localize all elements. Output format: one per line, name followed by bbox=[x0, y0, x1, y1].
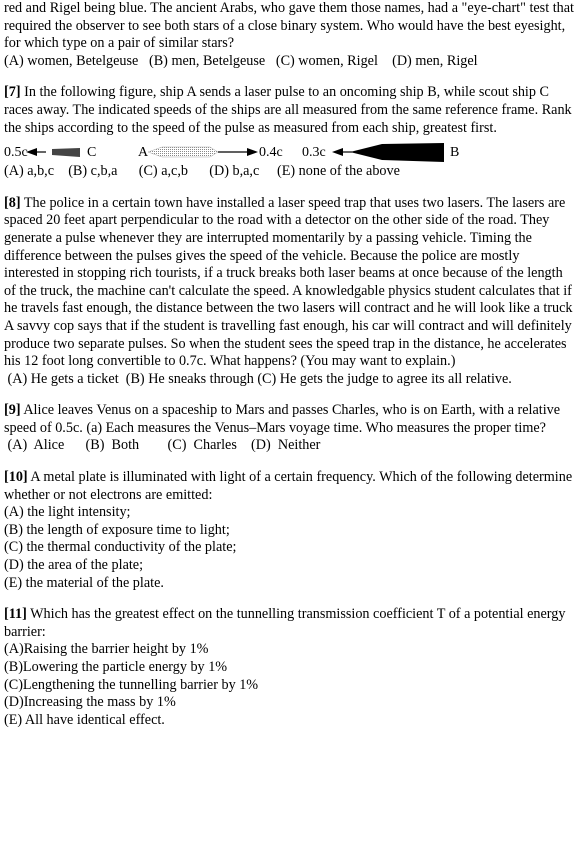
question-10-body: A metal plate is illuminated with light of a certain frequency. Which of the following determine whether or not electrons are emitted: bbox=[4, 469, 573, 503]
question-9-options-text: (A) Alice (B) Both (C) Charles (D) Neither bbox=[4, 437, 321, 454]
question-11 bbox=[4, 606, 576, 729]
question-11-body: Which has the greatest effect on the tunnelling transmission coefficient T of a potential energy barrier: bbox=[4, 606, 566, 640]
question-10-choice-a: (A) the light intensity; bbox=[4, 504, 131, 521]
ship-a-label: A bbox=[138, 145, 149, 161]
question-8-options-text: (A) He gets a ticket (B) He sneaks through (C) He gets the judge to agree its all relative. bbox=[4, 370, 512, 387]
ship-b-speed-label: 0.3c bbox=[302, 145, 326, 161]
ship-c-label: C bbox=[87, 145, 97, 161]
ship-c-speed-label: 0.5c bbox=[4, 145, 28, 161]
question-10 bbox=[4, 469, 576, 592]
question-11-choice-a: (A)Raising the barrier height by 1% bbox=[4, 641, 209, 658]
ship-b-label: B bbox=[450, 145, 460, 161]
question-8-body: The police in a certain town have installed a laser speed trap that uses two lasers. The lasers are spaced 20 feet apart perpendicular to the road with a detector on the other side of the road. They generate a pulse whenever they are interrupted momentarily by a passing vehicle. Timing the difference between the pulses gives the speed of the vehicle. Because the police are mostly interested in stopping rich tourists, if a truck breaks both laser beams at once because of the length of the truck, the machine can't calculate the speed. A knowledgable physics student calculates that if he travels fast enough, the distance between the two lasers will contract and he will look like a truck A savvy cop says that if the student is travelling fast enough, his car will contract and will definitely produce two separate pulses. So when the student sees the speed trap in the distance, he accelerates his 12 foot long convertible to 0.7c. What happens? (You may want to explain.) bbox=[4, 194, 573, 370]
question-7-text bbox=[4, 84, 576, 137]
question-10-choice-d: (D) the area of the plate; bbox=[4, 557, 144, 574]
question-9-options bbox=[4, 437, 576, 455]
question-6-continuation bbox=[4, 0, 576, 70]
question-11-choice-d: (D)Increasing the mass by 1% bbox=[4, 694, 176, 711]
question-9-text bbox=[4, 402, 576, 437]
ship-b-shape bbox=[350, 143, 444, 162]
question-10-choice-c: (C) the thermal conductivity of the plate; bbox=[4, 539, 237, 556]
ship-a-shape bbox=[148, 147, 218, 157]
laser-pulse-arrowhead bbox=[247, 148, 258, 156]
question-8 bbox=[4, 195, 576, 389]
question-8-options bbox=[4, 371, 576, 389]
question-7-options-text: (A) a,b,c (B) c,b,a (C) a,c,b (D) b,a,c (E) none of the above bbox=[4, 163, 400, 180]
question-11-text bbox=[4, 606, 576, 641]
pulse-speed-label: 0.4c bbox=[259, 145, 283, 161]
question-11-choice-c: (C)Lengthening the tunnelling barrier by 1% bbox=[4, 676, 259, 693]
question-6-options bbox=[4, 53, 576, 71]
question-6-text: red and Rigel being blue. The ancient Arabs, who gave them those names, had a "eye-chart" test that required the observer to see both stars of a close binary system. Who would have the best eyesight, for which type on a pair of similar stars? bbox=[4, 0, 574, 52]
question-8-text bbox=[4, 195, 576, 371]
question-7-body: In the following figure, ship A sends a laser pulse to an oncoming ship B, while scout ship C races away. The indicated speeds of the ships are all measured from the same reference frame. Rank the ships according to the speed of the pulse as measured from each ship, greatest first. bbox=[4, 84, 572, 136]
question-8-number: [8] bbox=[4, 194, 21, 211]
question-11-number: [11] bbox=[4, 606, 27, 623]
question-10-choice-b: (B) the length of exposure time to light; bbox=[4, 521, 230, 538]
question-9 bbox=[4, 402, 576, 455]
question-11-choice-b: (B)Lowering the particle energy by 1% bbox=[4, 659, 228, 675]
ship-b-arrowhead bbox=[332, 148, 343, 156]
question-9-body: Alice leaves Venus on a spaceship to Mars and passes Charles, who is on Earth, with a relative speed of 0.5c. (a) Each measures the Venus–Mars voyage time. Who measures the proper time? bbox=[4, 402, 561, 436]
question-6-options-text: (A) women, Betelgeuse (B) men, Betelgeuse (C) women, Rigel (D) men, Rigel bbox=[4, 52, 478, 69]
question-7 bbox=[4, 84, 576, 180]
question-7-options bbox=[4, 163, 576, 181]
question-9-number: [9] bbox=[4, 402, 21, 419]
question-7-figure bbox=[4, 141, 576, 163]
question-10-number: [10] bbox=[4, 469, 28, 486]
ship-c-shape bbox=[52, 148, 80, 157]
question-11-choice-e: (E) All have identical effect. bbox=[4, 711, 165, 728]
question-10-choice-e: (E) the material of the plate. bbox=[4, 574, 164, 591]
question-10-text bbox=[4, 469, 576, 504]
question-7-number: [7] bbox=[4, 84, 21, 101]
